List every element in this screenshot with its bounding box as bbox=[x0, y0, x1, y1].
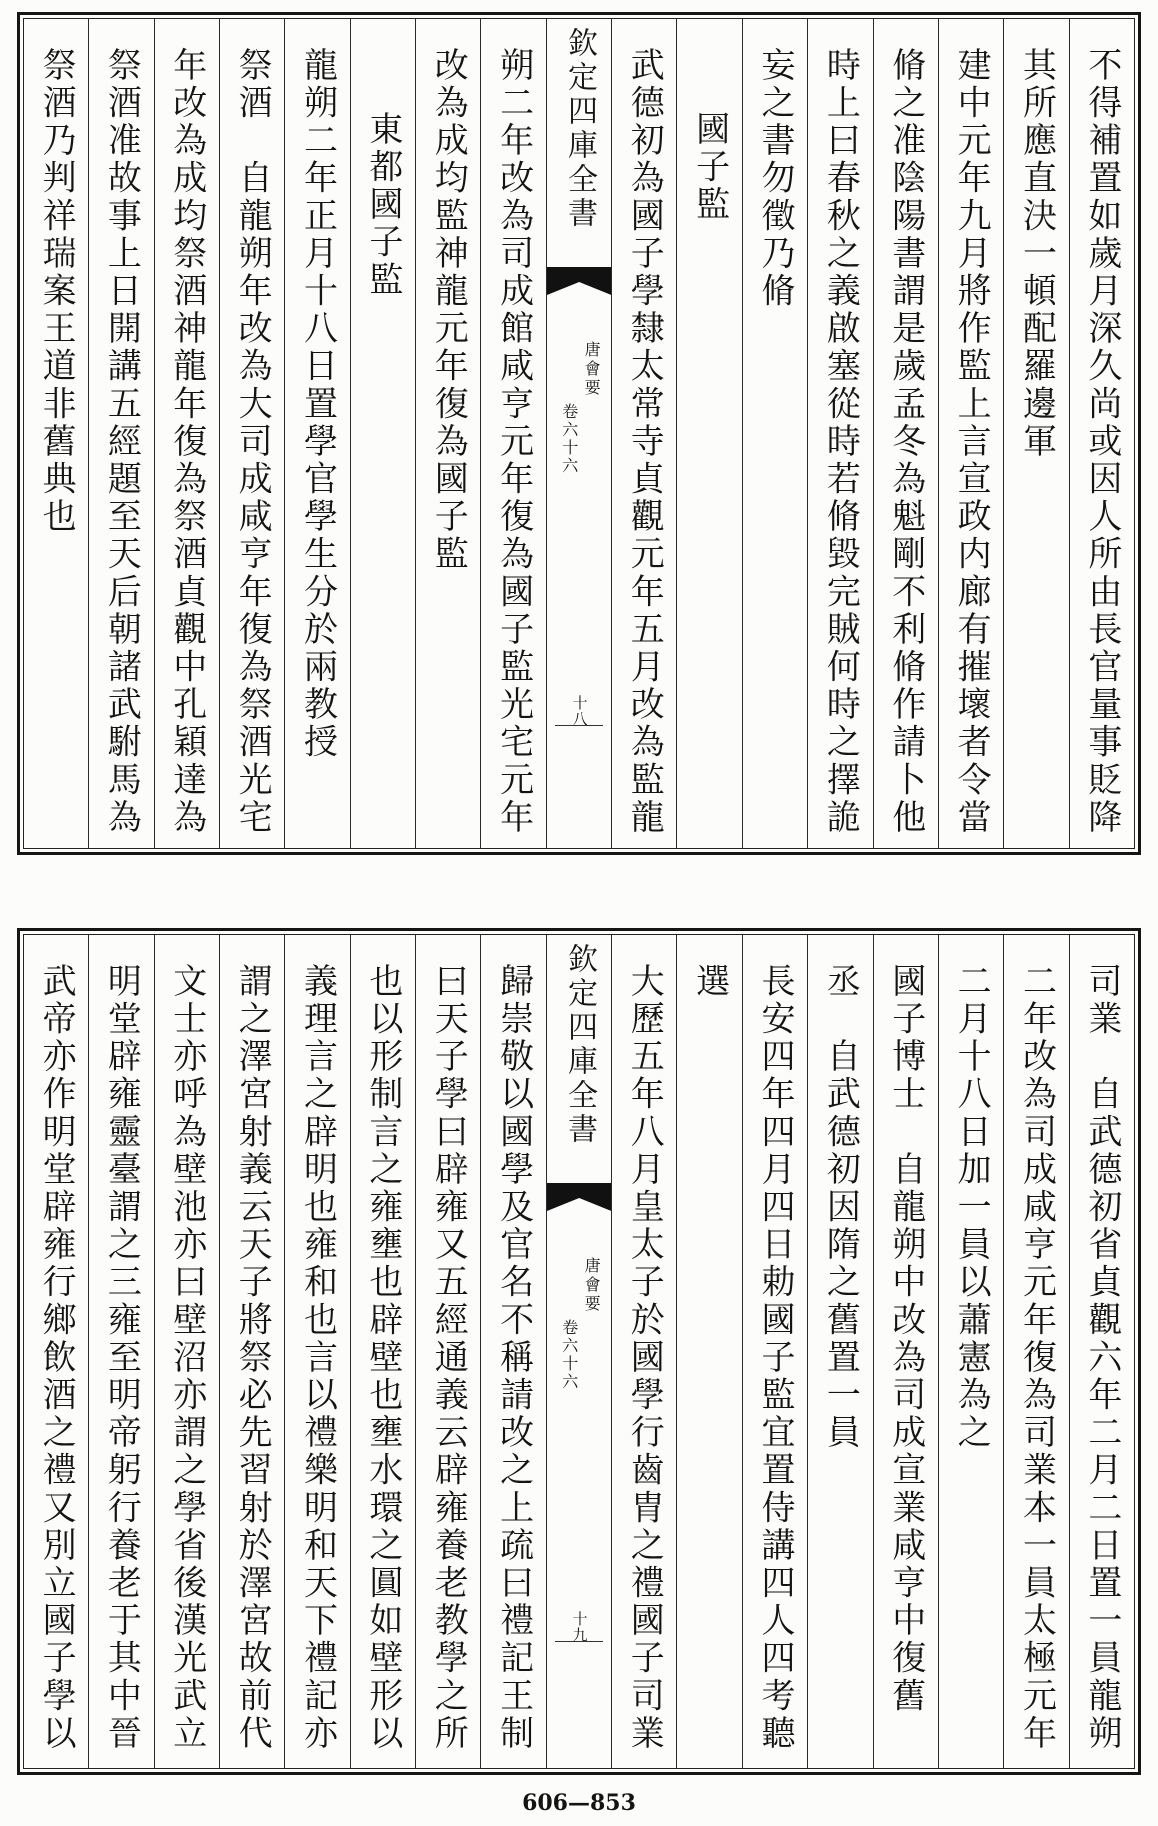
column-text: 建中元年九月將作監上言宣政内廊有摧壞者令當 bbox=[951, 47, 992, 837]
book-title: 唐會要 bbox=[582, 1257, 602, 1314]
volume-label: 卷六十六 bbox=[559, 403, 579, 475]
column-text: 司業 自武德初省貞觀六年二月二日置一員龍朔 bbox=[1081, 963, 1122, 1753]
upper-page bbox=[17, 12, 1141, 855]
text-column bbox=[350, 935, 415, 1768]
section-heading: 東都國子監 bbox=[362, 111, 403, 299]
text-column bbox=[88, 935, 153, 1768]
column-text: 二月十八日加一員以蕭憲為之 bbox=[951, 963, 992, 1452]
column-text: 時上曰春秋之義啟塞從時若脩毀完賊何時之擇詭 bbox=[820, 47, 861, 837]
column-text: 祭酒乃判祥瑞案王道非舊典也 bbox=[36, 47, 77, 536]
fish-tail-mark bbox=[547, 267, 611, 295]
text-column bbox=[938, 935, 1003, 1768]
text-column bbox=[938, 19, 1003, 848]
text-column bbox=[676, 935, 741, 1768]
text-column bbox=[873, 19, 938, 848]
text-column bbox=[480, 935, 545, 1768]
text-column bbox=[742, 19, 807, 848]
section-heading: 國子監 bbox=[689, 111, 730, 224]
column-text: 妄之書勿徵乃脩 bbox=[755, 47, 796, 311]
lower-page bbox=[17, 928, 1141, 1775]
column-text: 不得補置如歲月深久尚或因人所由長官量事貶降 bbox=[1081, 47, 1122, 837]
column-text: 謂之澤宮射義云天子將祭必先習射於澤宮故前代 bbox=[232, 963, 273, 1753]
folio-rule bbox=[555, 725, 603, 726]
column-text: 丞 自武德初因隋之舊置一員 bbox=[820, 963, 861, 1452]
column-text: 脩之准陰陽書謂是歲孟冬為魁剛不利脩作請卜他 bbox=[885, 47, 926, 837]
volume-label: 卷六十六 bbox=[559, 1319, 579, 1391]
column-text: 其所應直決一頓配羅邊軍 bbox=[1016, 47, 1057, 461]
book-title: 唐會要 bbox=[582, 341, 602, 398]
folio-rule bbox=[555, 1641, 603, 1642]
column-text: 歸崇敬以國學及官名不稱請改之上疏曰禮記王制 bbox=[493, 963, 534, 1753]
text-column bbox=[284, 19, 349, 848]
text-column bbox=[154, 935, 219, 1768]
page-footer-number: 606—853 bbox=[522, 1790, 636, 1816]
text-column bbox=[284, 935, 349, 1768]
text-column bbox=[611, 19, 676, 848]
column-text: 朔二年改為司成館咸亨元年復為國子監光宅元年 bbox=[493, 47, 534, 837]
section-heading-column bbox=[350, 19, 415, 848]
column-text: 選 bbox=[689, 963, 730, 1001]
text-column bbox=[88, 19, 153, 848]
column-text: 曰天子學曰辟雍又五經通義云辟雍養老教學之所 bbox=[428, 963, 469, 1753]
column-grid bbox=[23, 18, 1135, 849]
fish-tail-mark bbox=[547, 1183, 611, 1211]
text-column bbox=[480, 19, 545, 848]
text-column bbox=[1003, 935, 1068, 1768]
text-column bbox=[219, 19, 284, 848]
column-text: 龍朔二年正月十八日置學官學生分於兩教授 bbox=[297, 47, 338, 762]
folio-number: 十八 bbox=[570, 695, 589, 727]
column-text: 二年改為司成咸亨元年復為司業本一員太極元年 bbox=[1016, 963, 1057, 1753]
column-text: 改為成均監神龍元年復為國子監 bbox=[428, 47, 469, 574]
column-text: 長安四年四月四日勅國子監宜置侍講四人四考聽 bbox=[755, 963, 796, 1753]
column-text: 祭酒 自龍朔年改為大司成咸亨年復為祭酒光宅 bbox=[232, 47, 273, 837]
text-column bbox=[219, 935, 284, 1768]
text-column bbox=[873, 935, 938, 1768]
column-text: 明堂辟雍靈臺謂之三雍至明帝躬行養老于其中晉 bbox=[101, 963, 142, 1753]
column-text: 武德初為國子學隸太常寺貞觀元年五月改為監龍 bbox=[624, 47, 665, 837]
text-column bbox=[415, 19, 480, 848]
text-column bbox=[24, 19, 88, 848]
fold-column bbox=[546, 935, 611, 1768]
text-column bbox=[807, 935, 872, 1768]
text-column bbox=[611, 935, 676, 1768]
column-text: 國子博士 自龍朔中改為司成宣業咸亨中復舊 bbox=[885, 963, 926, 1715]
text-column bbox=[742, 935, 807, 1768]
text-column bbox=[807, 19, 872, 848]
column-text: 也以形制言之雍壅也辟壁也壅水環之圓如壁形以 bbox=[362, 963, 403, 1753]
text-column bbox=[1003, 19, 1068, 848]
text-column bbox=[1069, 19, 1134, 848]
column-text: 文士亦呼為壁池亦曰壁沼亦謂之學省後漢光武立 bbox=[166, 963, 207, 1753]
series-title: 欽定四庫全書 bbox=[561, 943, 597, 1147]
text-column bbox=[24, 935, 88, 1768]
column-grid bbox=[23, 934, 1135, 1769]
column-text: 祭酒准故事上日開講五經題至天后朝諸武駙馬為 bbox=[101, 47, 142, 837]
fold-column bbox=[546, 19, 611, 848]
section-heading-column bbox=[676, 19, 741, 848]
column-text: 義理言之辟明也雍和也言以禮樂明和天下禮記亦 bbox=[297, 963, 338, 1753]
text-column bbox=[154, 19, 219, 848]
column-text: 年改為成均祭酒神龍年復為祭酒貞觀中孔穎達為 bbox=[166, 47, 207, 837]
text-column bbox=[1069, 935, 1134, 1768]
folio-number: 十九 bbox=[570, 1611, 589, 1643]
text-column bbox=[415, 935, 480, 1768]
column-text: 武帝亦作明堂辟雍行鄉飲酒之禮又別立國子學以 bbox=[36, 963, 77, 1753]
series-title: 欽定四庫全書 bbox=[561, 27, 597, 231]
column-text: 大歷五年八月皇太子於國學行齒胄之禮國子司業 bbox=[624, 963, 665, 1753]
